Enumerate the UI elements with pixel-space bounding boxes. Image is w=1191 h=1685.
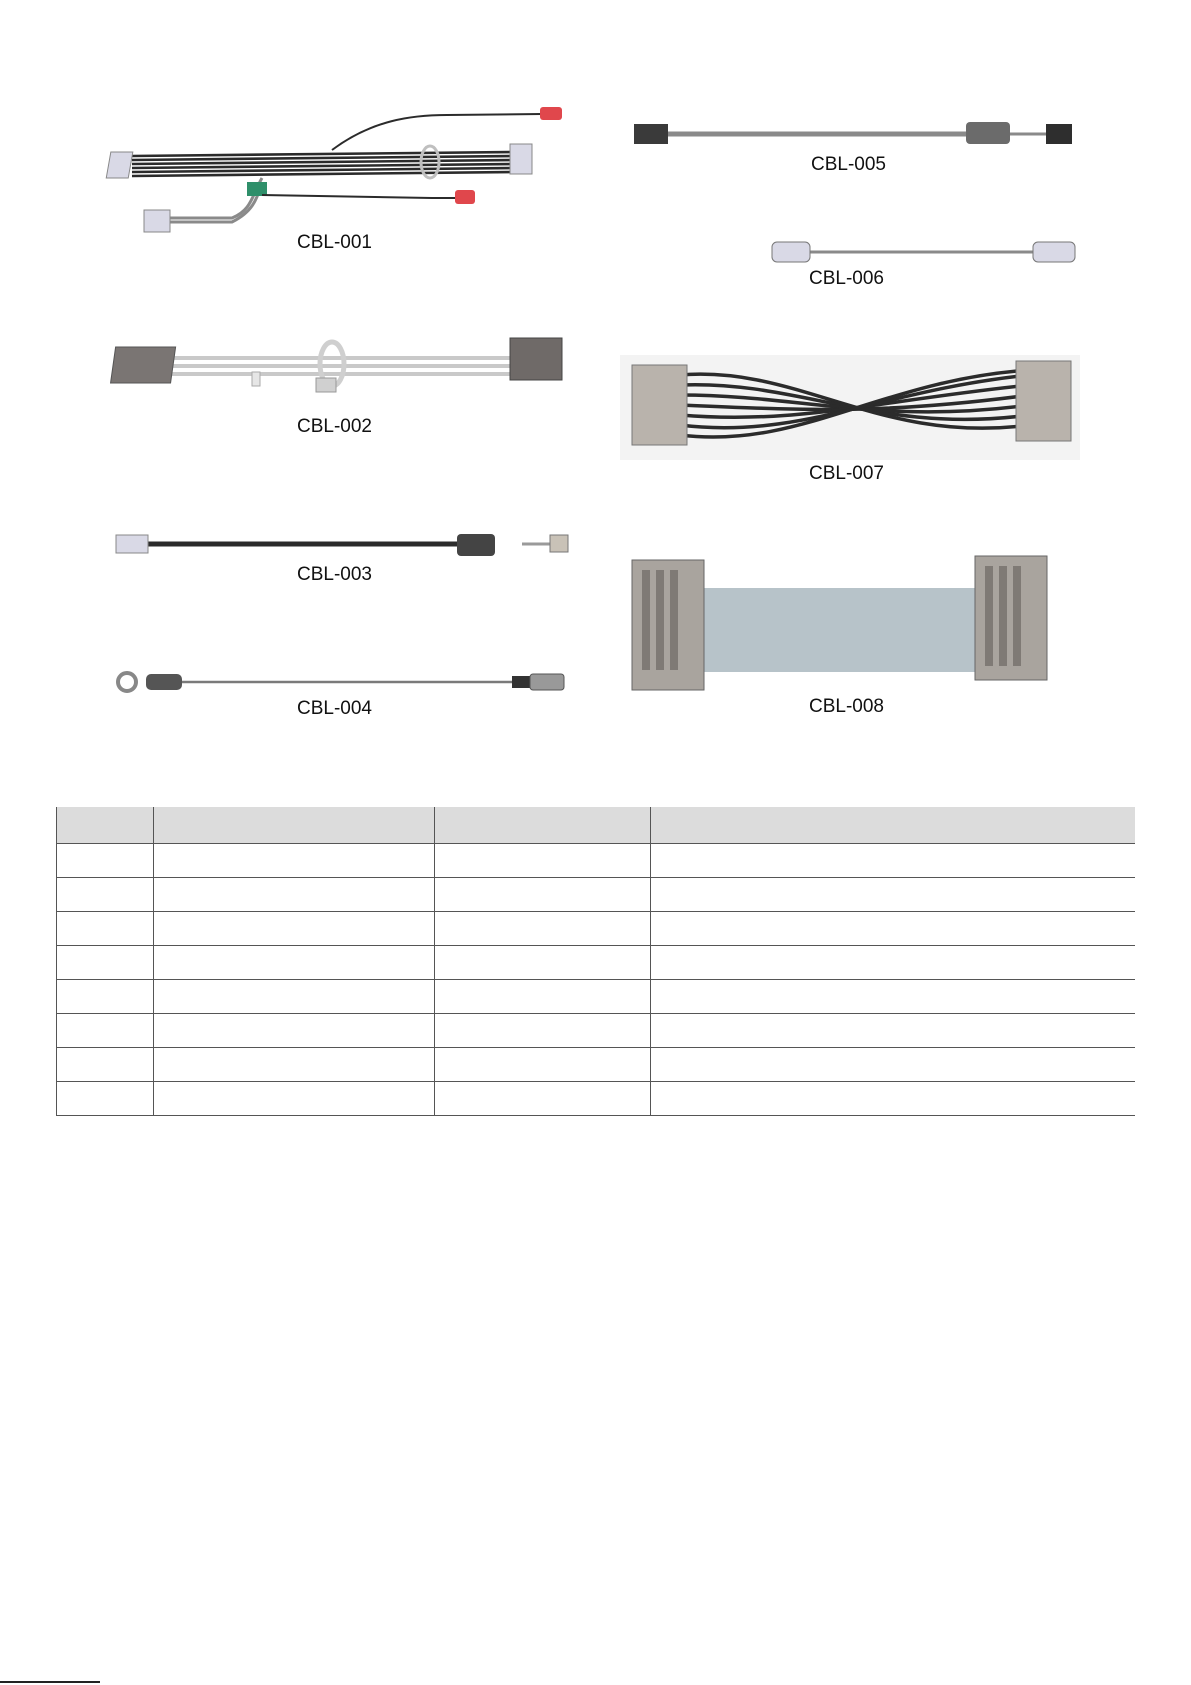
table-cell bbox=[154, 1048, 435, 1082]
table-cell bbox=[57, 1082, 154, 1116]
table-cell bbox=[57, 912, 154, 946]
cable-image-cbl-005 bbox=[628, 118, 1088, 150]
table-cell bbox=[435, 1048, 651, 1082]
cable-image-cbl-003 bbox=[112, 528, 582, 568]
figure-cbl-007 bbox=[620, 355, 1090, 490]
table-cell bbox=[57, 946, 154, 980]
table-row bbox=[57, 844, 1135, 878]
cable-image-cbl-007 bbox=[620, 355, 1090, 460]
table-header-cell bbox=[57, 807, 154, 844]
caption-cbl-005: CBL-005 bbox=[811, 154, 886, 175]
table-cell bbox=[435, 1014, 651, 1048]
figure-cbl-004 bbox=[112, 668, 582, 728]
table-cell bbox=[435, 1082, 651, 1116]
table-header-cell bbox=[154, 807, 435, 844]
table-cell bbox=[651, 1082, 1135, 1116]
table-row bbox=[57, 1014, 1135, 1048]
table-cell bbox=[154, 1014, 435, 1048]
table-row bbox=[57, 1048, 1135, 1082]
caption-cbl-007: CBL-007 bbox=[809, 463, 884, 484]
table-cell bbox=[57, 980, 154, 1014]
cable-image-cbl-001 bbox=[112, 100, 582, 250]
cable-image-cbl-008 bbox=[620, 550, 1090, 690]
table-cell bbox=[154, 946, 435, 980]
figure-cbl-006 bbox=[768, 238, 1088, 294]
caption-cbl-004: CBL-004 bbox=[297, 698, 372, 719]
table-cell bbox=[651, 1048, 1135, 1082]
table-cell bbox=[435, 980, 651, 1014]
table-header-row bbox=[57, 807, 1135, 844]
table-cell bbox=[651, 878, 1135, 912]
table-cell bbox=[651, 912, 1135, 946]
table-cell bbox=[57, 844, 154, 878]
table-cell bbox=[57, 878, 154, 912]
table-row bbox=[57, 912, 1135, 946]
table-cell bbox=[435, 912, 651, 946]
table-cell bbox=[154, 912, 435, 946]
table-header-cell bbox=[651, 807, 1135, 844]
table-row bbox=[57, 1082, 1135, 1116]
cable-image-cbl-006 bbox=[768, 238, 1088, 268]
table-cell bbox=[154, 1082, 435, 1116]
figure-cbl-003 bbox=[112, 528, 582, 592]
table-cell bbox=[154, 878, 435, 912]
cable-image-cbl-004 bbox=[112, 668, 582, 702]
table-cell bbox=[57, 1048, 154, 1082]
table-cell bbox=[57, 1014, 154, 1048]
table-cell bbox=[651, 844, 1135, 878]
caption-cbl-002: CBL-002 bbox=[297, 416, 372, 437]
caption-cbl-003: CBL-003 bbox=[297, 564, 372, 585]
cable-image-cbl-002 bbox=[112, 330, 582, 410]
table-cell bbox=[651, 946, 1135, 980]
table-row bbox=[57, 878, 1135, 912]
footer-rule bbox=[0, 1681, 100, 1683]
table-row bbox=[57, 946, 1135, 980]
figure-cbl-002 bbox=[112, 330, 582, 445]
table-cell bbox=[651, 1014, 1135, 1048]
table-cell bbox=[435, 844, 651, 878]
table-cell bbox=[435, 946, 651, 980]
figure-cbl-001 bbox=[112, 100, 582, 253]
figure-cbl-008 bbox=[620, 550, 1090, 725]
table-cell bbox=[651, 980, 1135, 1014]
table-cell bbox=[154, 844, 435, 878]
table-cell bbox=[435, 878, 651, 912]
table-header-cell bbox=[435, 807, 651, 844]
caption-cbl-001: CBL-001 bbox=[297, 232, 372, 253]
table-row bbox=[57, 980, 1135, 1014]
caption-cbl-006: CBL-006 bbox=[809, 268, 884, 289]
parts-table bbox=[56, 807, 1135, 1116]
table-cell bbox=[154, 980, 435, 1014]
caption-cbl-008: CBL-008 bbox=[809, 696, 884, 717]
figure-cbl-005 bbox=[628, 118, 1088, 180]
